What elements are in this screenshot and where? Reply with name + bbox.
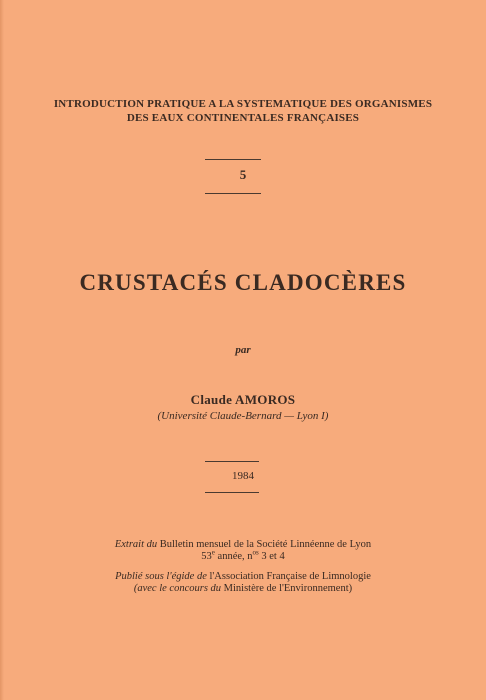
author-affiliation: (Université Claude-Bernard — Lyon I): [157, 410, 329, 422]
volume-number: 5: [239, 167, 247, 182]
footer-published-line: [0, 571, 486, 582]
footer-published-org: l'Association Française de Limnologie: [209, 571, 371, 582]
by-label: par: [235, 344, 251, 356]
footer-extract-prefix: Extrait du: [114, 539, 158, 550]
footer-support-prefix: (avec le concours du: [133, 583, 222, 594]
footer-support-line: [0, 583, 486, 594]
footer-extract-source: Bulletin mensuel de la Société Linnéenne de Lyon: [159, 539, 372, 550]
footer-support-org: Ministère de l'Environnement): [223, 583, 353, 594]
footer-published-prefix: Publié sous l'égide de: [115, 571, 207, 582]
footer-volume-year-label: année, n: [214, 551, 253, 562]
footer-issue-abbrev: os: [252, 548, 259, 557]
publication-year: 1984: [232, 470, 254, 482]
footer-volume-line: [0, 548, 486, 562]
author-name: Claude AMOROS: [190, 392, 296, 407]
year-rule-top: [205, 461, 259, 462]
year-rule-bottom: [205, 492, 259, 493]
series-title-line-1: INTRODUCTION PRATIQUE A LA SYSTEMATIQUE DES ORGANISMES: [53, 98, 433, 110]
series-title-line-2: DES EAUX CONTINENTALES FRANÇAISES: [126, 112, 360, 124]
footer-volume-ordinal: e: [211, 548, 215, 557]
number-rule-top: [205, 159, 261, 160]
page-title: CRUSTACÉS CLADOCÈRES: [79, 270, 407, 295]
footer-extract-line: [0, 539, 486, 550]
footer-volume-number: 53: [201, 551, 212, 562]
number-rule-bottom: [205, 193, 261, 194]
footer-issue-numbers: 3 et 4: [258, 551, 285, 562]
